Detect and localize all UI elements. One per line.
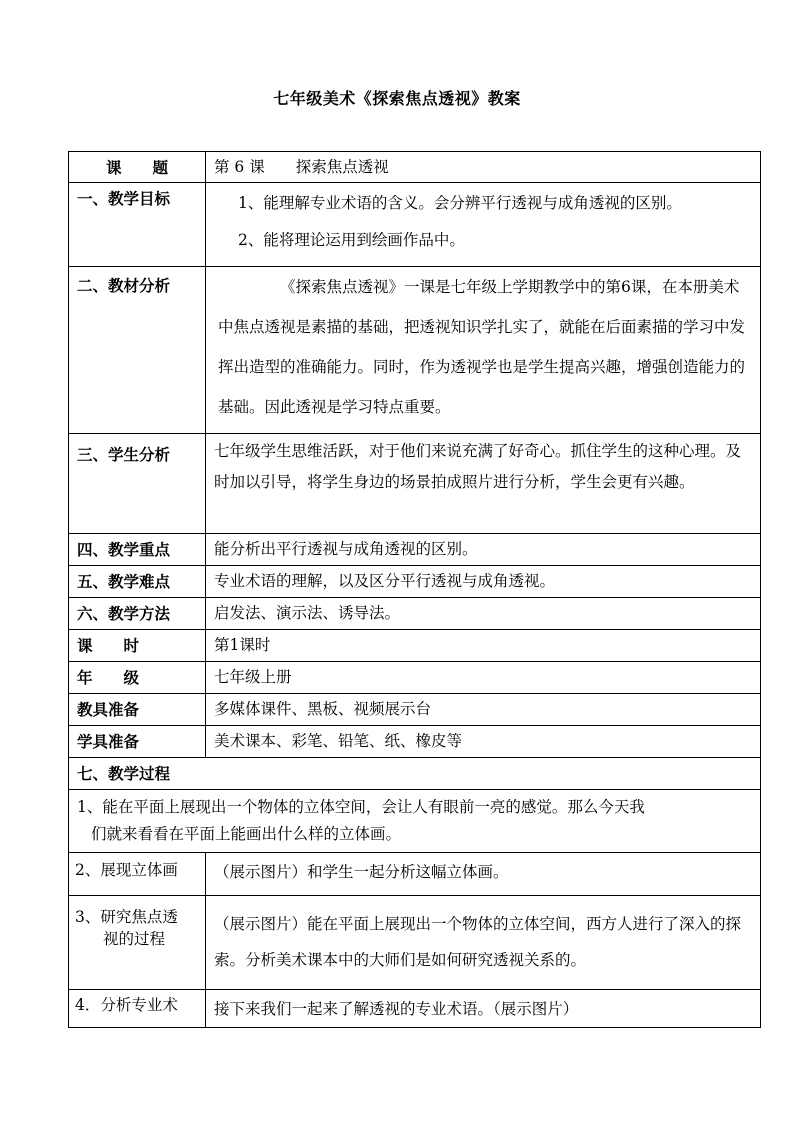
teacher-tools-label: 教具准备 (69, 694, 206, 726)
process-label: 七、教学过程 (69, 758, 761, 790)
lesson-plan-table (68, 151, 761, 1028)
process-step1-line2: 们就来看看在平面上能画出什么样的立体画。 (91, 825, 402, 843)
students-content (206, 434, 761, 534)
process-step1-line1: 1、能在平面上展现出一个物体的立体空间，会让人有眼前一亮的感觉。那么今天我 (77, 798, 645, 816)
focus-value: 能分析出平行透视与成角透视的区别。 (206, 534, 761, 566)
goals-item-2: 2、能将理论运用到绘画作品中。 (238, 231, 465, 249)
process-step3-text: （展示图片）能在平面上展现出一个物体的立体空间，西方人进行了深入的探索。分析美术课本中的大师们是如何研究透视关系的。 (214, 915, 742, 969)
teacher-tools-value: 多媒体课件、黑板、视频展示台 (206, 694, 761, 726)
hours-value: 第1课时 (206, 630, 761, 662)
grade-value: 七年级上册 (206, 662, 761, 694)
process-step3-text-cell (206, 896, 761, 990)
difficulty-label: 五、教学难点 (69, 566, 206, 598)
students-label: 三、学生分析 (69, 434, 206, 534)
row-process-step3 (69, 896, 761, 990)
row-process-step4 (69, 990, 761, 1028)
goals-label: 一、教学目标 (69, 183, 206, 267)
student-tools-label: 学具准备 (69, 726, 206, 758)
process-step2-text: （展示图片）和学生一起分析这幅立体画。 (206, 853, 761, 896)
methods-value: 启发法、演示法、诱导法。 (206, 598, 761, 630)
process-step1 (69, 790, 761, 853)
row-student-tools (69, 726, 761, 758)
goals-item-1: 1、能理解专业术语的含义。会分辨平行透视与成角透视的区别。 (238, 194, 682, 212)
material-content (206, 267, 761, 434)
row-methods (69, 598, 761, 630)
process-step4-label: 4．分析专业术 (69, 990, 206, 1028)
methods-label: 六、教学方法 (69, 598, 206, 630)
process-step2-label: 2、展现立体画 (69, 853, 206, 896)
process-step3-label (69, 896, 206, 990)
difficulty-value: 专业术语的理解，以及区分平行透视与成角透视。 (206, 566, 761, 598)
document-title: 七年级美术《探索焦点透视》教案 (273, 89, 521, 108)
row-material (69, 267, 761, 434)
row-goals (69, 183, 761, 267)
lesson-label: 课 题 (69, 152, 206, 183)
row-students (69, 434, 761, 534)
process-step3-label-line1: 3、研究焦点透 (75, 908, 178, 926)
row-lesson (69, 152, 761, 183)
grade-label: 年 级 (69, 662, 206, 694)
row-focus (69, 534, 761, 566)
row-grade (69, 662, 761, 694)
material-text: 《探索焦点透视》一课是七年级上学期教学中的第6课，在本册美术中焦点透视是素描的基础，把透视知识学扎实了，就能在后面素描的学习中发挥出造型的准确能力。同时，作为透视学也是学生提高兴趣，增强创造能力的基础。因此透视是学习特点重要。 (218, 278, 746, 416)
goals-content (206, 183, 761, 267)
material-label: 二、教材分析 (69, 267, 206, 434)
process-step4-text: 接下来我们一起来了解透视的专业术语。（展示图片） (206, 990, 761, 1028)
row-process-header (69, 758, 761, 790)
row-process-step1 (69, 790, 761, 853)
row-teacher-tools (69, 694, 761, 726)
process-step3-label-line2: 视的过程 (103, 930, 166, 948)
lesson-value: 第 6 课 探索焦点透视 (206, 152, 761, 183)
student-tools-value: 美术课本、彩笔、铅笔、纸、橡皮等 (206, 726, 761, 758)
focus-label: 四、教学重点 (69, 534, 206, 566)
row-difficulty (69, 566, 761, 598)
students-text: 七年级学生思维活跃，对于他们来说充满了好奇心。抓住学生的这种心理。及时加以引导，将学生身边的场景拍成照片进行分析，学生会更有兴趣。 (214, 442, 742, 491)
hours-label: 课 时 (69, 630, 206, 662)
row-process-step2 (69, 853, 761, 896)
row-hours (69, 630, 761, 662)
